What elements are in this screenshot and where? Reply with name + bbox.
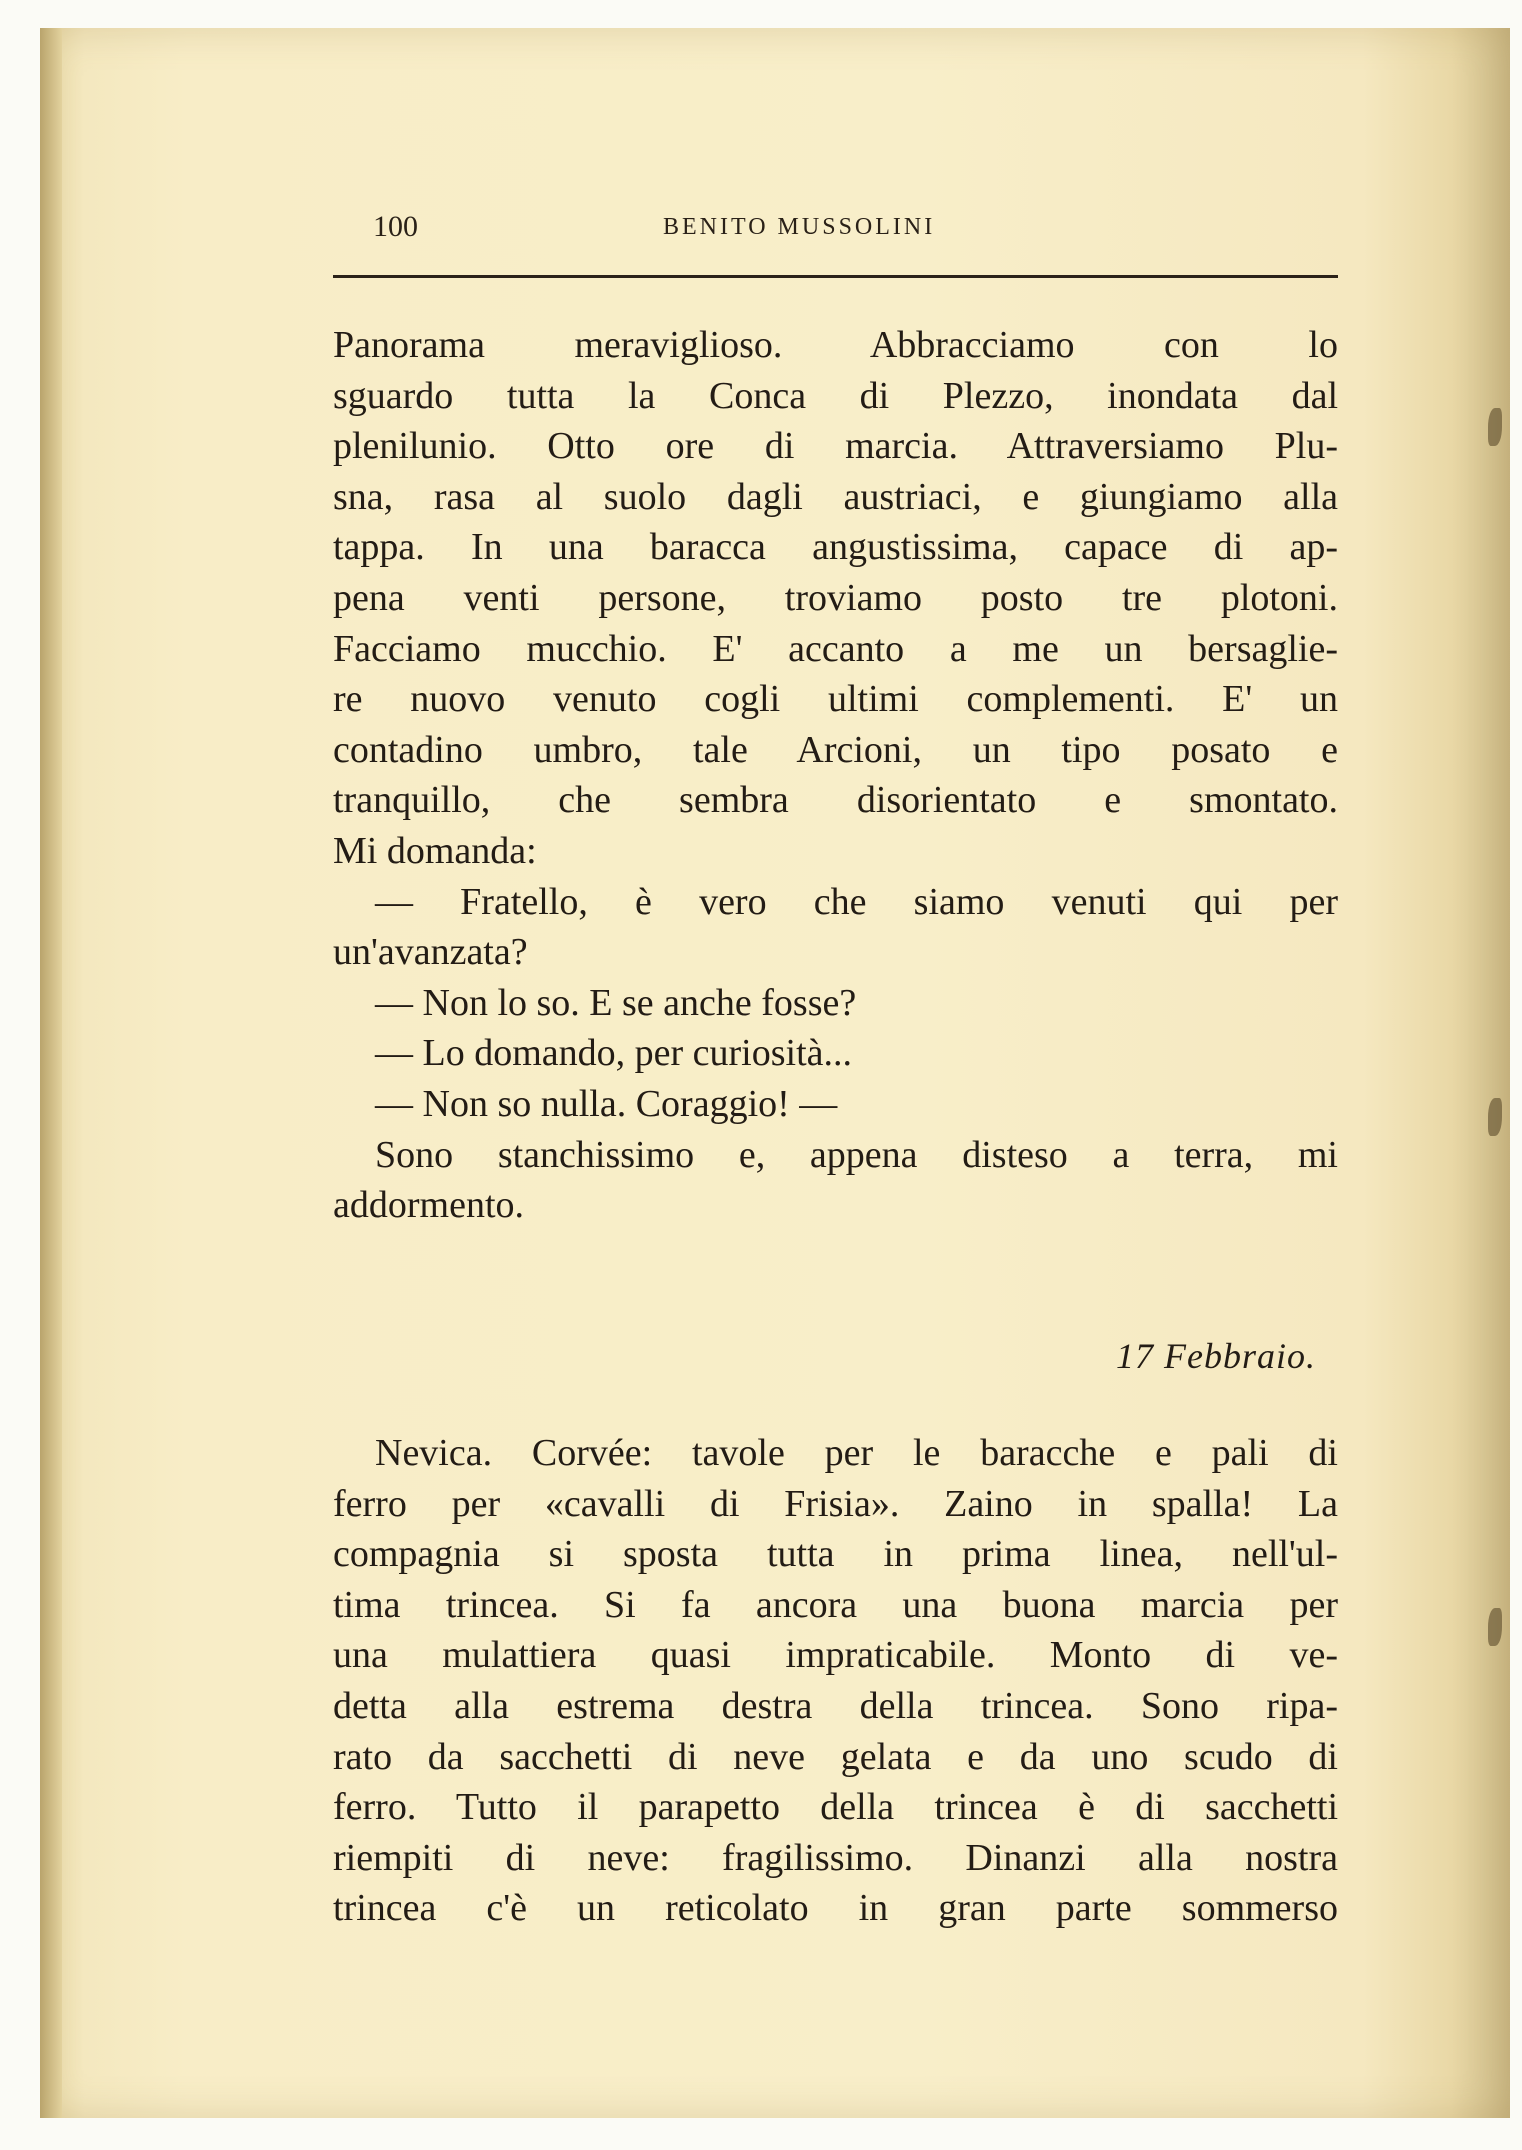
text-line: ferro. Tutto il parapetto della trincea è di sacchetti [333,1786,1338,1829]
text-line: sguardo tutta la Conca di Plezzo, inondata dal [333,374,1338,417]
page-number: 100 [373,210,418,243]
header-rule [333,275,1338,278]
text-line: Nevica. Corvée: tavole per le baracche e pali di [375,1432,1338,1474]
text-line: Panorama meraviglioso. Abbracciamo con lo [333,324,1338,366]
text-line: re nuovo venuto cogli ultimi complementi. E' un [333,678,1338,721]
text-line: plenilunio. Otto ore di marcia. Attraversiamo Plu- [333,425,1338,468]
text-line: un'avanzata? [333,931,528,974]
text-line: tappa. In una baracca angustissima, capace di ap- [333,526,1338,569]
dialogue-line: — Lo domando, per curiosità... [375,1032,853,1075]
text-line: Sono stanchissimo e, appena disteso a terra, mi [375,1133,1338,1176]
text-line: Facciamo mucchio. E' accanto a me un bersaglie- [333,627,1338,670]
text-line: sna, rasa al suolo dagli austriaci, e giungiamo alla [333,475,1338,518]
text-line: compagnia si sposta tutta in prima linea, nell'ul- [333,1533,1338,1576]
text-line: pena venti persone, troviamo posto tre plotoni. [333,576,1338,619]
text-line: ferro per «cavalli di Frisia». Zaino in spalla! La [333,1482,1338,1525]
page-edge-mark [1488,1608,1502,1646]
running-head: BENITO MUSSOLINI [663,214,936,240]
text-line: tranquillo, che sembra disorientato e smontato. [333,779,1338,822]
body-text-section-1 [333,320,1338,1231]
page-edge-mark [1488,408,1502,446]
text-line: una mulattiera quasi impraticabile. Monto di ve- [333,1634,1338,1677]
page-spine-shadow [40,28,62,2118]
text-line: addormento. [333,1184,525,1227]
body-text-section-2 [333,1428,1338,1934]
text-line: rato da sacchetti di neve gelata e da uno scudo di [333,1735,1338,1778]
page-edge-mark [1488,1098,1502,1136]
dialogue-line: — Non lo so. E se anche fosse? [375,981,857,1024]
text-line: detta alla estrema destra della trincea. Sono ripa- [333,1684,1338,1727]
text-line: tima trincea. Si fa ancora una buona marcia per [333,1583,1338,1626]
text-line: contadino umbro, tale Arcioni, un tipo posato e [333,728,1338,771]
text-line: Mi domanda: [333,829,537,872]
dialogue-line: — Fratello, è vero che siamo venuti qui per [375,880,1338,923]
page-header [333,210,1338,250]
text-line: riempiti di neve: fragilissimo. Dinanzi alla nostra [333,1836,1338,1879]
date-heading: 17 Febbraio. [1116,1336,1316,1376]
dialogue-line: — Non so nulla. Coraggio! — [375,1082,838,1125]
text-line: trincea c'è un reticolato in gran parte sommerso [333,1887,1338,1930]
